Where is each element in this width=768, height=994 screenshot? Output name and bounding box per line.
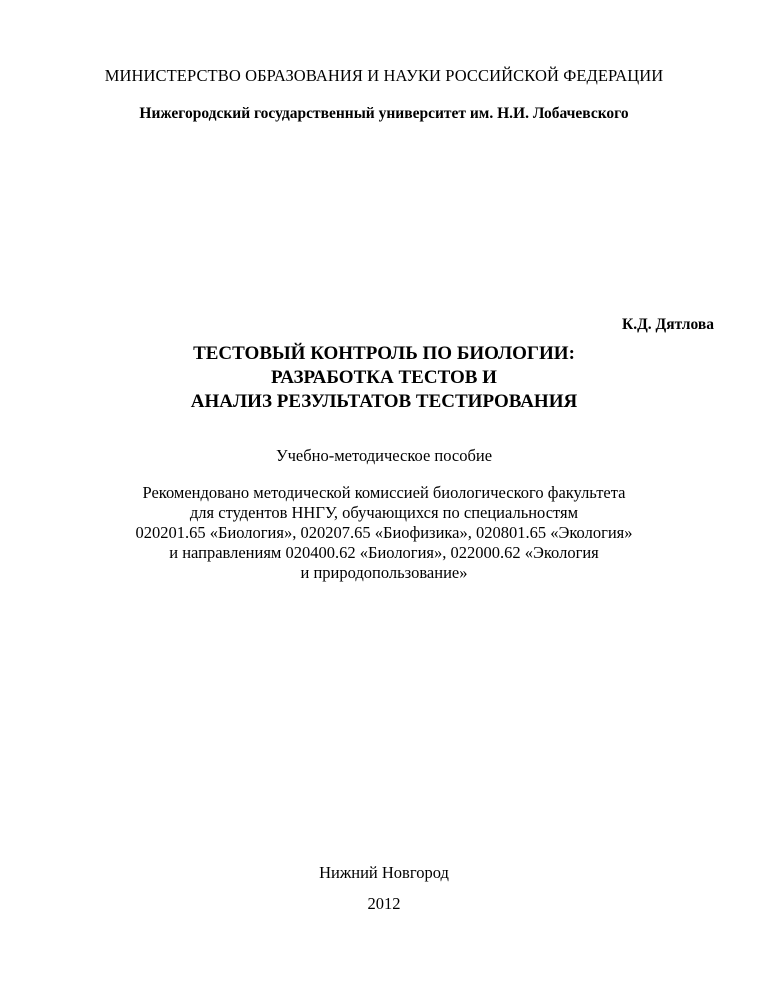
recommendation-line: и природопользование» — [300, 563, 468, 582]
ministry-heading: МИНИСТЕРСТВО ОБРАЗОВАНИЯ И НАУКИ РОССИЙСКОЙ ФЕДЕРАЦИИ — [104, 66, 664, 85]
recommendation-line: и направлениям 020400.62 «Биология», 022000.62 «Экология — [169, 543, 599, 562]
recommendation-line: Рекомендовано методической комиссией биологического факультета — [142, 483, 626, 502]
title-line: АНАЛИЗ РЕЗУЛЬТАТОВ ТЕСТИРОВАНИЯ — [190, 391, 578, 412]
publication-city: Нижний Новгород — [319, 863, 449, 882]
recommendation-line: для студентов ННГУ, обучающихся по специальностям — [189, 503, 579, 522]
document-title — [0, 342, 768, 414]
publication-year: 2012 — [367, 894, 401, 913]
title-line: РАЗРАБОТКА ТЕСТОВ И — [271, 367, 497, 388]
university-name: Нижегородский государственный университет им. Н.И. Лобачевского — [139, 105, 629, 122]
author-name: К.Д. Дятлова — [622, 316, 714, 333]
recommendation-line: 020201.65 «Биология», 020207.65 «Биофизика», 020801.65 «Экология» — [135, 523, 633, 542]
title-line: ТЕСТОВЫЙ КОНТРОЛЬ ПО БИОЛОГИИ: — [193, 343, 575, 364]
recommendation-block — [0, 483, 768, 583]
document-type: Учебно-методическое пособие — [275, 446, 493, 465]
